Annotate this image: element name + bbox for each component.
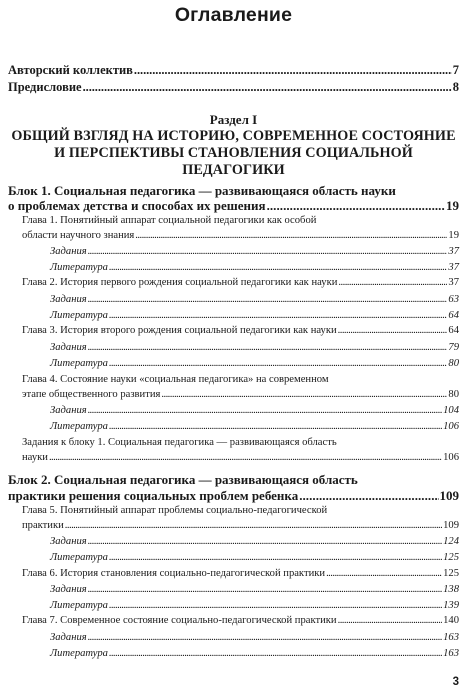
toc-entry-page: 80 bbox=[448, 389, 459, 400]
leader-dots bbox=[299, 488, 438, 504]
toc-entry-page: 7 bbox=[452, 63, 459, 77]
toc-entry-tasks[interactable] bbox=[50, 294, 459, 305]
leader-dots bbox=[88, 584, 442, 595]
page-title: Оглавление bbox=[174, 4, 293, 26]
leader-dots bbox=[88, 405, 442, 416]
toc-entry-tasks[interactable] bbox=[50, 342, 459, 353]
leader-dots bbox=[65, 520, 442, 531]
toc-entry-chapter-7[interactable] bbox=[22, 615, 459, 626]
toc-entry-label: Глава 6. История становления социально-педагогической практики bbox=[22, 568, 326, 579]
toc-entry-label: Задания bbox=[50, 584, 87, 595]
toc-entry-label: Задания bbox=[50, 405, 87, 416]
toc-entry-authors[interactable] bbox=[8, 63, 459, 78]
toc-entry-page: 37 bbox=[448, 277, 459, 288]
toc-entry-label: Глава 3. История второго рождения социальной педагогики как науки bbox=[22, 325, 337, 336]
toc-entry-block-1-tasks[interactable] bbox=[22, 452, 459, 463]
toc-entry-page: 64 bbox=[448, 325, 459, 336]
leader-dots bbox=[326, 568, 442, 579]
page-number: 3 bbox=[452, 676, 459, 688]
toc-entry-page: 79 bbox=[448, 342, 459, 353]
toc-entry-block-1[interactable] bbox=[8, 198, 459, 214]
toc-entry-page: 109 bbox=[443, 520, 459, 531]
toc-entry-literature[interactable] bbox=[50, 262, 459, 273]
chapter-4-title[interactable]: Глава 4. Состояние науки «социальная педагогика» на современном bbox=[22, 374, 329, 385]
toc-entry-label: Задания bbox=[50, 342, 87, 353]
block-1-title[interactable]: Блок 1. Социальная педагогика — развивающаяся область науки bbox=[8, 183, 396, 198]
toc-entry-label: Глава 2. История первого рождения социальной педагогики как науки bbox=[22, 277, 338, 288]
leader-dots bbox=[267, 198, 445, 214]
toc-entry-page: 37 bbox=[448, 262, 459, 273]
section-title-line: ОБЩИЙ ВЗГЛЯД НА ИСТОРИЮ, СОВРЕМЕННОЕ СОСТОЯНИЕ bbox=[11, 128, 456, 144]
leader-dots bbox=[88, 536, 442, 547]
toc-entry-page: 125 bbox=[443, 552, 459, 563]
toc-entry-page: 139 bbox=[443, 600, 459, 611]
toc-entry-label: Задания bbox=[50, 246, 87, 257]
toc-entry-label: Глава 7. Современное состояние социально-педагогической практики bbox=[22, 615, 337, 626]
toc-entry-tasks[interactable] bbox=[50, 632, 459, 643]
block-1-tasks-title[interactable]: Задания к блоку 1. Социальная педагогика — развивающаяся область bbox=[22, 437, 337, 448]
toc-entry-page: 109 bbox=[439, 488, 459, 503]
toc-entry-label: о проблемах детства и способах их решения bbox=[8, 198, 266, 213]
toc-entry-chapter-5[interactable] bbox=[22, 520, 459, 531]
toc-entry-page: 63 bbox=[448, 294, 459, 305]
toc-entry-page: 163 bbox=[443, 648, 459, 659]
toc-entry-label: Задания bbox=[50, 632, 87, 643]
toc-entry-preface[interactable] bbox=[8, 80, 459, 95]
leader-dots bbox=[83, 80, 452, 95]
toc-entry-literature[interactable] bbox=[50, 310, 459, 321]
toc-entry-label: Литература bbox=[50, 310, 108, 321]
toc-entry-label: Литература bbox=[50, 552, 108, 563]
toc-entry-page: 124 bbox=[443, 536, 459, 547]
leader-dots bbox=[338, 325, 448, 336]
toc-entry-literature[interactable] bbox=[50, 600, 459, 611]
section-label: Раздел I bbox=[209, 112, 258, 127]
toc-entry-label: Задания bbox=[50, 536, 87, 547]
leader-dots bbox=[338, 615, 443, 626]
toc-entry-page: 19 bbox=[448, 230, 459, 241]
toc-entry-chapter-1[interactable] bbox=[22, 230, 459, 241]
toc-entry-block-2[interactable] bbox=[8, 488, 459, 504]
toc-entry-chapter-3[interactable] bbox=[22, 325, 459, 336]
toc-entry-literature[interactable] bbox=[50, 358, 459, 369]
toc-entry-tasks[interactable] bbox=[50, 405, 459, 416]
toc-entry-label: области научного знания bbox=[22, 230, 135, 241]
toc-entry-label: этапе общественного развития bbox=[22, 389, 161, 400]
block-2-title[interactable]: Блок 2. Социальная педагогика — развивающаяся область bbox=[8, 472, 358, 487]
toc-entry-chapter-4[interactable] bbox=[22, 389, 459, 400]
leader-dots bbox=[338, 277, 447, 288]
toc-entry-page: 37 bbox=[448, 246, 459, 257]
toc-entry-literature[interactable] bbox=[50, 421, 459, 432]
toc-entry-page: 125 bbox=[443, 568, 459, 579]
toc-entry-chapter-2[interactable] bbox=[22, 277, 459, 288]
leader-dots bbox=[109, 552, 442, 563]
section-title-line: ПЕДАГОГИКИ bbox=[182, 162, 285, 178]
leader-dots bbox=[88, 342, 448, 353]
leader-dots bbox=[88, 246, 448, 257]
toc-entry-label: Литература bbox=[50, 600, 108, 611]
toc-entry-page: 106 bbox=[443, 421, 459, 432]
leader-dots bbox=[88, 294, 448, 305]
toc-entry-page: 140 bbox=[443, 615, 459, 626]
toc-entry-label: практики bbox=[22, 520, 64, 531]
leader-dots bbox=[109, 310, 447, 321]
leader-dots bbox=[109, 600, 442, 611]
toc-entry-label: Литература bbox=[50, 358, 108, 369]
leader-dots bbox=[88, 632, 442, 643]
toc-entry-tasks[interactable] bbox=[50, 246, 459, 257]
leader-dots bbox=[109, 358, 447, 369]
leader-dots bbox=[161, 389, 447, 400]
chapter-1-title[interactable]: Глава 1. Понятийный аппарат социальной педагогики как особой bbox=[22, 215, 317, 226]
toc-entry-page: 138 bbox=[443, 584, 459, 595]
toc-entry-literature[interactable] bbox=[50, 648, 459, 659]
leader-dots bbox=[109, 648, 442, 659]
leader-dots bbox=[134, 63, 452, 78]
section-title-line: И ПЕРСПЕКТИВЫ СТАНОВЛЕНИЯ СОЦИАЛЬНОЙ bbox=[54, 145, 413, 161]
toc-entry-page: 104 bbox=[443, 405, 459, 416]
toc-entry-label: Авторский коллектив bbox=[8, 63, 133, 77]
toc-entry-page: 64 bbox=[448, 310, 459, 321]
toc-entry-tasks[interactable] bbox=[50, 536, 459, 547]
toc-entry-label: Задания bbox=[50, 294, 87, 305]
toc-entry-label: Предисловие bbox=[8, 80, 82, 94]
toc-entry-page: 19 bbox=[446, 198, 459, 213]
toc-entry-label: Литература bbox=[50, 262, 108, 273]
toc-entry-page: 8 bbox=[452, 80, 459, 94]
toc-entry-literature[interactable] bbox=[50, 552, 459, 563]
toc-entry-label: практики решения социальных проблем ребенка bbox=[8, 488, 299, 503]
leader-dots bbox=[109, 262, 447, 273]
toc-entry-label: науки bbox=[22, 452, 48, 463]
toc-entry-page: 106 bbox=[443, 452, 459, 463]
leader-dots bbox=[109, 421, 442, 432]
leader-dots bbox=[135, 230, 447, 241]
toc-entry-page: 80 bbox=[448, 358, 459, 369]
toc-entry-label: Литература bbox=[50, 421, 108, 432]
toc-entry-page: 163 bbox=[443, 632, 459, 643]
chapter-5-title[interactable]: Глава 5. Понятийный аппарат проблемы социально-педагогической bbox=[22, 505, 328, 516]
toc-entry-chapter-6[interactable] bbox=[22, 568, 459, 579]
toc-entry-label: Литература bbox=[50, 648, 108, 659]
leader-dots bbox=[49, 452, 442, 463]
toc-entry-tasks[interactable] bbox=[50, 584, 459, 595]
